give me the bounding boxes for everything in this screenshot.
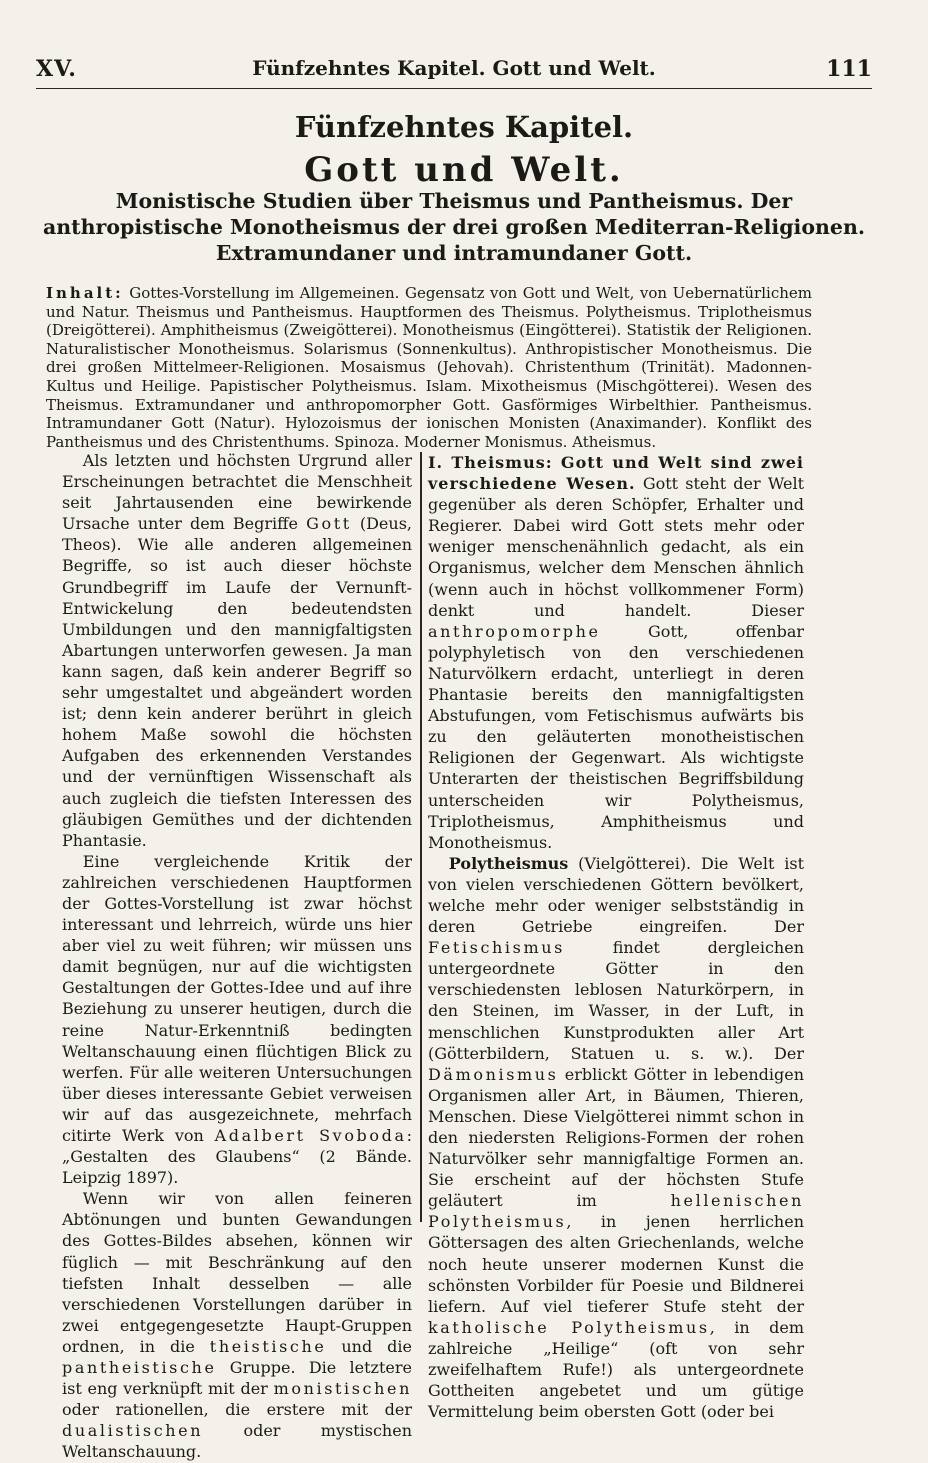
text-run: Eine vergleichende Kritik der zahlreichen verschiedenen Hauptformen der Gottes-Vorstellung ist zwar höchst interessant und lehrreich, würde uns hier aber viel zu weit führen; wir müssen uns damit begnügen, nur auf die wichtigsten Gestaltungen der Gottes-Idee und auf ihre Beziehung zu unserer heutigen, durch die reine Natur-Erkenntniß bedingten Weltanschauung einen flüchtigen Blick zu werfen. Für alle weiteren Untersuchungen über dieses interessante Gebiet verweisen wir auf das ausgezeichnete, mehrfach citirte Werk von — [62, 851, 412, 1145]
left-column — [62, 450, 412, 1463]
column-divider — [420, 452, 422, 1222]
emphasis: pantheistische — [62, 1358, 217, 1378]
author-name: Adalbert Svoboda — [214, 1126, 407, 1145]
emphasis: Dämonismus — [428, 1064, 559, 1084]
text-run: erblickt Götter in lebendigen Organismen aller Art, in Bäumen, Thieren, Menschen. Diese Vielgötterei nimmt schon in den niedersten Religions-Formen der rohen Naturvölker sehr mannigfaltige Formen an. Sie erscheint auf der höchsten Stufe geläutert im — [428, 1064, 804, 1211]
emphasis: Fetischismus — [428, 938, 565, 958]
paragraph — [62, 1188, 412, 1462]
text-run: (Deus, Theos). Wie alle anderen allgemeinen Begriffe, so ist auch dieser höchste Grundbegriff im Laufe der Vernunft-Entwickelung den bedeutendsten Umbildungen und den mannigfaltigsten Abartungen unterworfen gewesen. Ja man kann sagen, daß kein anderer Begriff so sehr umgestaltet und abgeändert worden ist; denn kein anderer berührt in gleich hohem Maße sowohl die höchsten Aufgaben des erkennenden Verstandes und der vernünftigen Wissenschaft als auch zugleich die tiefsten Interessen des gläubigen Gemüthes und der dichtenden Phantasie. — [62, 514, 412, 850]
text-run: oder mystischen Weltanschauung. — [62, 1421, 412, 1462]
emphasis: katholische Polytheismus — [428, 1317, 710, 1337]
page-number: 111 — [826, 56, 872, 82]
paragraph — [428, 853, 804, 1423]
text-run: Gott, offenbar polyphyletisch von den verschiedenen Naturvölkern erdacht, unterliegt in deren Phantasie bereits den mannigfaltigsten Abstufungen, vom Fetischismus aufwärts bis zu den geläuterten monotheistischen Religionen der Gegenwart. Als wichtigste Unterarten der theistischen Begriffsbildung unterscheiden wir Polytheismus, Triplotheismus, Amphitheismus und Monotheismus. — [428, 621, 804, 852]
emphasis: monistischen — [273, 1379, 412, 1399]
text-run: Gruppe. Die letztere ist eng verknüpft mit der — [62, 1358, 412, 1399]
paragraph — [428, 452, 804, 853]
emphasis: anthropomorphe — [428, 621, 601, 641]
text-run: : „Gestalten des Glaubens“ (2 Bände. Leipzig 1897). — [62, 1126, 413, 1188]
right-column — [428, 452, 804, 1422]
header-rule — [36, 88, 872, 89]
text-run: Gott steht der Welt gegenüber als deren Schöpfer, Erhalter und Regierer. Dabei wird Gott stets mehr oder weniger menschenähnlich gedacht, als ein Organismus, welcher dem Menschen ähnlich (wenn auch in höchst vollkommener Form) denkt und handelt. Dieser — [428, 474, 805, 620]
subsection-heading: Polytheismus — [448, 853, 569, 873]
emphasis: theistische — [209, 1336, 327, 1356]
summary-label: Inhalt: — [46, 284, 124, 302]
section-heading: I. Theismus: Gott und Welt sind zwei verschiedene Wesen. — [428, 453, 804, 494]
chapter-roman-numeral: XV. — [36, 56, 77, 82]
chapter-summary — [46, 284, 812, 451]
summary-text: Gottes-Vorstellung im Allgemeinen. Gegensatz von Gott und Welt, von Uebernatürlichem und Natur. Theismus und Pantheismus. Hauptformen des Theismus. Polytheismus. Triplotheismus (Dreigötterei). Amphitheismus (Zweigötterei). Monotheismus (Eingötterei). Statistik der Religionen. Naturalistischer Monotheismus. Solarismus (Sonnenkultus). Anthropistischer Monotheismus. Die drei großen Mittelmeer-Religionen. Mosaismus (Jehovah). Christenthum (Trinität). Madonnen-Kultus und Heilige. Papistischer Polytheismus. Islam. Mixotheismus (Mischgötterei). Wesen des Theismus. Extramundaner und anthropomorpher Gott. Gasförmiges Wirbelthier. Pantheismus. Intramundaner Gott (Natur). Hylozoismus der ionischen Monisten (Anaximander). Konflikt des Pantheismus und des Christenthums. Spinoza. Moderner Monismus. Atheismus. — [46, 284, 812, 451]
text-run: (Vielgötterei). Die Welt ist von vielen verschiedenen Göttern bevölkert, welche mehr oder weniger selbstständig in deren Getriebe eingreifen. Der — [428, 853, 804, 937]
running-header — [36, 56, 872, 86]
emphasis: Gott — [306, 514, 352, 534]
text-run: , in jenen herrlichen Göttersagen des alten Griechenlands, welche noch heute unserer modernen Kunst die schönsten Vorbilder für Poesie und Bildnerei liefern. Auf viel tieferer Stufe steht der — [428, 1212, 804, 1316]
running-title: Fünfzehntes Kapitel. Gott und Welt. — [252, 56, 656, 80]
text-run: oder rationellen, die erstere mit der — [62, 1400, 412, 1420]
paragraph — [62, 450, 412, 851]
text-run: und die — [326, 1336, 412, 1356]
text-run: Als letzten und höchsten Urgrund aller Erscheinungen betrachtet die Menschheit seit Jahrtausenden eine bewirkende Ursache unter dem Begriffe — [62, 451, 412, 534]
chapter-subtitle: Monistische Studien über Theismus und Pantheismus. Der anthropistische Monotheismus der drei großen Mediterran-Religionen. Extramundaner und intramundaner Gott. — [42, 189, 865, 265]
paragraph — [62, 851, 412, 1189]
text-run: Wenn wir von allen feineren Abtönungen und bunten Gewandungen des Gottes-Bildes absehen, können wir füglich — mit Beschränkung auf den tiefsten Inhalt desselben — alle verschiedenen Vorstellungen darüber in zwei entgegengesetzte Haupt-Gruppen ordnen, in die — [62, 1189, 412, 1356]
emphasis: hellenischen Polytheismus — [428, 1191, 804, 1232]
text-run: findet dergleichen untergeordnete Götter in den verschiedensten leblosen Naturkörpern, in den Steinen, im Wasser, in der Luft, in menschlichen Kunstprodukten aller Art (Götterbildern, Statuen u. s. w.). Der — [428, 938, 804, 1063]
text-run: , in dem zahlreiche „Heilige“ (oft von sehr zweifelhaftem Rufe!) als untergeordnete Gottheiten angebetet und um gütige Vermittelung beim obersten Gott (oder bei — [428, 1317, 804, 1422]
emphasis: dualistischen — [62, 1421, 204, 1441]
chapter-label: Fünfzehntes Kapitel. — [294, 110, 634, 144]
chapter-title: Gott und Welt. — [304, 150, 624, 190]
